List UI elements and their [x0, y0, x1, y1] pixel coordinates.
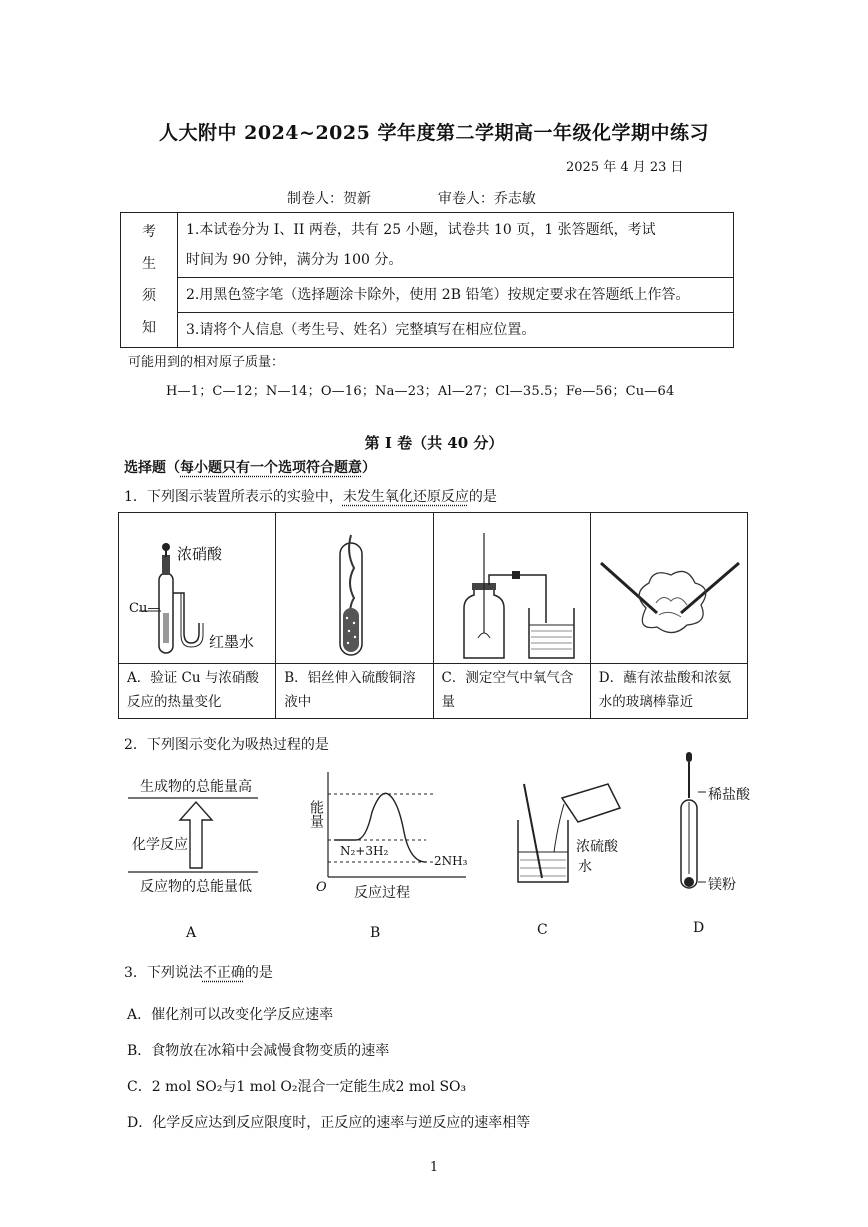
q1-caption-d: D．蘸有浓盐酸和浓氨水的玻璃棒靠近: [591, 663, 747, 718]
atomic-mass-label: 可能用到的相对原子质量：: [128, 355, 285, 370]
reactants-energy-label: 反应物的总能量低: [140, 879, 252, 895]
q1-option-c: [433, 513, 590, 719]
notice-item-2: 2.用黑色签字笔（选择题涂卡除外，使用 2B 铅笔）按规定要求在答题纸上作答。: [178, 278, 734, 313]
q2-figure-c: [512, 768, 632, 888]
q3-option-a: A．催化剂可以改变化学反应速率: [127, 1007, 334, 1023]
notice-item-1: 1.本试卷分为 I、II 两卷，共有 25 小题，试卷共 10 页，1 张答题纸，考试 时间为 90 分钟，满分为 100 分。: [178, 213, 734, 278]
q1-caption-a: A．验证 Cu 与浓硝酸反应的热量变化: [119, 663, 275, 718]
magnesium-powder-label: 镁粉: [708, 877, 736, 893]
q3-option-b: B．食物放在冰箱中会减慢食物变质的速率: [127, 1043, 390, 1059]
q2-letter-c: C: [537, 922, 548, 938]
q2-letter-d: D: [693, 920, 705, 936]
energy-axis-label: 能量: [308, 800, 324, 828]
q1-option-a: [119, 513, 276, 719]
q2-figure-d: [676, 752, 786, 897]
q2-figure-a: [128, 770, 263, 900]
page-number: 1: [429, 1160, 439, 1175]
red-ink-label: 红墨水: [209, 633, 255, 651]
products-energy-label: 生成物的总能量高: [140, 779, 252, 795]
reactants-label: N₂+3H₂: [340, 844, 389, 858]
exam-date: 2025 年 4 月 23 日: [566, 160, 684, 175]
maker: 制卷人：贺新: [287, 191, 371, 207]
q1-caption-b: B．铝丝伸入硫酸铜溶液中: [276, 663, 432, 718]
q1-stem: 1．下列图示装置所表示的实验中，未发生氧化还原反应的是: [124, 489, 497, 505]
q2-letter-a: A: [186, 925, 197, 941]
water-label: 水: [578, 859, 592, 875]
q2-letter-b: B: [370, 925, 381, 941]
reaction-progress-label: 反应过程: [354, 885, 410, 901]
section-title: 第 I 卷（共 40 分）: [364, 434, 504, 452]
product-label: 2NH₃: [434, 854, 468, 868]
q3-option-d: D．化学反应达到反应限度时，正反应的速率与逆反应的速率相等: [127, 1115, 531, 1131]
choice-heading: 选择题（每小题只有一个选项符合题意）: [124, 460, 376, 476]
oxygen-content-apparatus-figure: [434, 513, 591, 663]
q1-option-b: [276, 513, 433, 719]
cu-label: Cu—: [129, 601, 161, 616]
reviewer: 审卷人：乔志敏: [437, 191, 536, 207]
q3-option-c: C．2 mol SO₂与1 mol O₂混合一定能生成2 mol SO₃: [127, 1079, 467, 1095]
dilute-hcl-label: 稀盐酸: [708, 787, 750, 803]
author-line: [287, 188, 536, 208]
q2-figure-b: [306, 762, 476, 912]
q1-option-d: [590, 513, 747, 719]
q1-options-table: [118, 512, 748, 719]
glass-rods-smoke-figure: [591, 513, 748, 663]
origin-label: O: [316, 880, 327, 895]
sulfuric-acid-label: 浓硫酸: [576, 839, 618, 855]
notice-item-3: 3.请将个人信息（考生号、姓名）完整填写在相应位置。: [178, 313, 734, 348]
notice-side-label: 考 生 须 知: [121, 213, 178, 348]
nitric-acid-label: 浓硝酸: [177, 545, 223, 563]
reaction-label: 化学反应: [132, 837, 188, 853]
dilution-beaker-figure: [512, 768, 632, 888]
q2-stem: 2．下列图示变化为吸热过程的是: [124, 737, 329, 753]
aluminum-wire-tube-figure: [276, 513, 426, 663]
atomic-mass-values: H—1；C—12；N—14；O—16；Na—23；Al—27；Cl—35.5；Fe—56；Cu—64: [166, 384, 675, 399]
notice-box: [120, 212, 734, 348]
page-title: 人大附中 2024~2025 学年度第二学期高一年级化学期中练习: [159, 122, 709, 144]
q3-stem: 3．下列说法不正确的是: [124, 965, 273, 981]
q1-caption-c: C．测定空气中氧气含量: [434, 663, 590, 718]
